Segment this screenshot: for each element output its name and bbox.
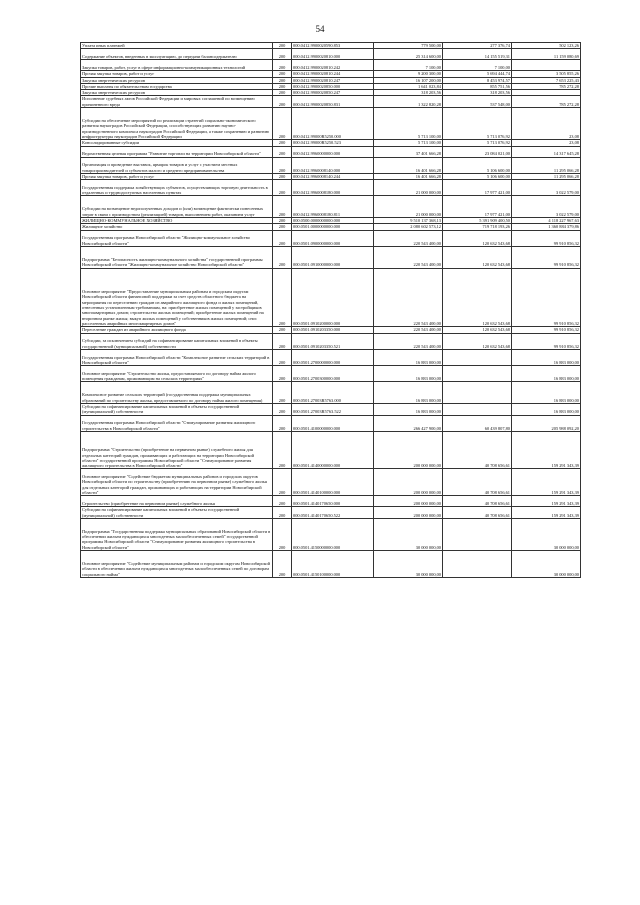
row-name-cell: Подпрограмма "Строительство (приобретение на первичном рынке) служебного жилья для отдельных категорий граждан, проживающих и работающих на территории Новосибирской области" государственной программы Новосибирской области "Стимулирование развития жилищного строительства в Новосибирской области": [81, 431, 273, 469]
row-executed-cell: 23 084 021,00: [443, 146, 512, 157]
row-org-cell: 200: [273, 157, 292, 173]
row-executed-cell: 120 632 543,68: [443, 268, 512, 327]
row-remaining-cell: 4 118 227 967,63: [512, 218, 581, 224]
row-remaining-cell: 11 159 080,69: [512, 49, 581, 60]
row-executed-cell: 318 203,56: [443, 90, 512, 96]
row-executed-cell: 120 632 543,68: [443, 327, 512, 333]
row-code-cell: 000.0412.9900020850.831: [292, 96, 374, 108]
row-executed-cell: 537 548,00: [443, 96, 512, 108]
row-name-cell: Основное мероприятие "Строительство жилья, предоставляемого по договору найма жилого помещения гражданам, проживающим на сельских территориях": [81, 366, 273, 382]
table-body: [81, 43, 581, 578]
row-name-cell: Уплата иных платежей: [81, 43, 273, 49]
row-planned-cell: 5 713 100,00: [374, 140, 443, 146]
row-remaining-cell: 159 291 343,39: [512, 469, 581, 496]
table-row: [81, 496, 581, 507]
table-row: [81, 146, 581, 157]
row-code-cell: 000.0412.9900020850.247: [292, 90, 374, 96]
row-name-cell: Государственная программа Новосибирской области "Жилищно-коммунальное хозяйство Новосибирской области": [81, 230, 273, 246]
row-code-cell: 000.0501.4140100000.000: [292, 469, 374, 496]
row-executed-cell: [443, 382, 512, 404]
row-remaining-cell: 3 505 855,26: [512, 71, 581, 77]
row-executed-cell: 277 376,74: [443, 43, 512, 49]
row-planned-cell: 16 107 200,00: [374, 77, 443, 83]
row-planned-cell: 16 883 000,00: [374, 366, 443, 382]
page-number: 54: [315, 24, 325, 34]
row-name-cell: Консолидированные субсидии: [81, 140, 273, 146]
row-code-cell: 000.0501.27003R5763.522: [292, 404, 374, 416]
row-org-cell: 200: [273, 404, 292, 416]
row-org-cell: 200: [273, 431, 292, 469]
row-executed-cell: 855 751,56: [443, 83, 512, 89]
row-planned-cell: 25 314 600,00: [374, 49, 443, 60]
row-code-cell: 000.0501.0910200000.000: [292, 268, 374, 327]
row-name-cell: Закупка энергетических ресурсов: [81, 90, 273, 96]
row-code-cell: 000.0412.9900020810.000: [292, 49, 374, 60]
row-org-cell: 200: [273, 518, 292, 550]
table-row: [81, 404, 581, 416]
row-name-cell: Подпрограмма "Безопасность жилищно-коммунального хозяйства" государственной программы Новосибирской области "Жилищно-коммунальное хозяйство Новосибирской области": [81, 246, 273, 268]
row-code-cell: 000.0501.2700300000.000: [292, 366, 374, 382]
table-row: [81, 180, 581, 196]
row-remaining-cell: 205 988 092,20: [512, 415, 581, 431]
row-code-cell: 000.0412.9900020810.242: [292, 60, 374, 71]
row-code-cell: 000.0501.4150100000.000: [292, 551, 374, 578]
row-remaining-cell: 16 883 000,00: [512, 349, 581, 365]
row-org-cell: 200: [273, 173, 292, 179]
row-remaining-cell: 23,08: [512, 108, 581, 140]
row-planned-cell: 16 883 000,00: [374, 382, 443, 404]
row-code-cell: 000.0412.9960008180.000: [292, 180, 374, 196]
row-remaining-cell: 3 022 579,00: [512, 196, 581, 218]
row-org-cell: 200: [273, 146, 292, 157]
row-name-cell: Закупка энергетических ресурсов: [81, 77, 273, 83]
row-org-cell: 200: [273, 230, 292, 246]
row-org-cell: 200: [273, 415, 292, 431]
row-org-cell: 200: [273, 83, 292, 89]
row-planned-cell: 220 543 400,00: [374, 327, 443, 333]
row-name-cell: Исполнение судебных актов Российской Федерации и мировых соглашений по возмещению причиненного вреда: [81, 96, 273, 108]
row-executed-cell: 40 708 656,61: [443, 469, 512, 496]
row-executed-cell: [443, 404, 512, 416]
row-org-cell: 200: [273, 96, 292, 108]
row-name-cell: Переселение граждан из аварийного жилищного фонда: [81, 327, 273, 333]
table-row: [81, 382, 581, 404]
row-planned-cell: 200 000 000,00: [374, 431, 443, 469]
row-planned-cell: 16 883 000,00: [374, 404, 443, 416]
row-code-cell: 000.0412.9960008140.000: [292, 157, 374, 173]
row-code-cell: 000.0501.4150000000.000: [292, 518, 374, 550]
row-name-cell: Государственная программа Новосибирской области "Комплексное развитие сельских территорий в Новосибирской области": [81, 349, 273, 365]
row-org-cell: 200: [273, 268, 292, 327]
row-remaining-cell: 3 022 579,00: [512, 180, 581, 196]
row-code-cell: 000.0412.9900020590.853: [292, 43, 374, 49]
row-planned-cell: 30 000 000,00: [374, 518, 443, 550]
row-planned-cell: 9 510 137 368,13: [374, 218, 443, 224]
table-row: [81, 246, 581, 268]
table-row: [81, 60, 581, 71]
row-remaining-cell: [512, 60, 581, 71]
row-remaining-cell: 159 291 343,39: [512, 496, 581, 507]
budget-execution-table: [80, 42, 581, 578]
table-row: [81, 333, 581, 349]
row-name-cell: Субсидии на обеспечение мероприятий по реализации стратегий социально-экономического развития наукоградов Российской Федерации, способствующих развитию научно-производственного комплекса наукоградов Российской Федерации, а также сохранению и развитию инфраструктуры наукоградов Российской Федерации: [81, 108, 273, 140]
row-executed-cell: 719 718 193,26: [443, 224, 512, 230]
table-row: [81, 49, 581, 60]
row-org-cell: 200: [273, 333, 292, 349]
row-planned-cell: 16 883 000,00: [374, 349, 443, 365]
row-code-cell: 000.0501.4140170650.000: [292, 496, 374, 507]
row-name-cell: Государственная поддержка хозяйствующих субъектов, осуществляющих торговую деятельность в отдаленных и труднодоступных населенных пунктах: [81, 180, 273, 196]
row-planned-cell: 7 100,00: [374, 60, 443, 71]
row-executed-cell: [443, 551, 512, 578]
row-org-cell: 200: [273, 246, 292, 268]
row-name-cell: Ведомственная целевая программа "Развитие торговли на территории Новосибирской области": [81, 146, 273, 157]
row-org-cell: 200: [273, 140, 292, 146]
row-planned-cell: 21 000 000,00: [374, 180, 443, 196]
row-executed-cell: 120 632 543,68: [443, 246, 512, 268]
table-row: [81, 551, 581, 578]
row-name-cell: ЖИЛИЩНО-КОММУНАЛЬНОЕ ХОЗЯЙСТВО: [81, 218, 273, 224]
table-row: [81, 507, 581, 519]
row-remaining-cell: 16 883 000,00: [512, 382, 581, 404]
row-planned-cell: 200 000 000,00: [374, 507, 443, 519]
row-executed-cell: 14 155 519,31: [443, 49, 512, 60]
row-org-cell: 200: [273, 469, 292, 496]
row-remaining-cell: 30 000 000,00: [512, 551, 581, 578]
row-org-cell: 200: [273, 60, 292, 71]
row-code-cell: 000.0412.9900020810.247: [292, 77, 374, 83]
row-code-cell: 000.0501.4100000000.000: [292, 415, 374, 431]
row-code-cell: 000.0501.0910203350.521: [292, 333, 374, 349]
table-row: [81, 108, 581, 140]
table-row: [81, 157, 581, 173]
row-code-cell: 000.0501.4140000000.000: [292, 431, 374, 469]
row-code-cell: 000.0501.2700000000.000: [292, 349, 374, 365]
row-remaining-cell: 785 272,28: [512, 83, 581, 89]
row-code-cell: 000.0412.9900020810.244: [292, 71, 374, 77]
row-remaining-cell: 11 295 066,28: [512, 157, 581, 173]
row-name-cell: Основное мероприятие "Содействие бюджетам муниципальных районов и городских округов Новосибирской области по строительству (приобретению на первичном рынке) служебного жилья для отдельных категорий граждан, проживающих и работающих на территории Новосибирской области": [81, 469, 273, 496]
row-code-cell: 000.0501.0910000000.000: [292, 246, 374, 268]
row-planned-cell: 220 543 400,00: [374, 333, 443, 349]
row-planned-cell: 2 080 602 573,12: [374, 224, 443, 230]
row-remaining-cell: 502 123,26: [512, 43, 581, 49]
row-name-cell: Основное мероприятие "Содействие муниципальным районам и городским округам Новосибирской области в обеспечении жильем нуждающихся многодетных малообеспеченных семей по договорам социального найма": [81, 551, 273, 578]
row-org-cell: 200: [273, 382, 292, 404]
row-name-cell: Комплексное развитие сельских территорий (государственная поддержка муниципальных образований по строительству жилья, предоставляемого по договору найма жилого помещения): [81, 382, 273, 404]
table-row: [81, 96, 581, 108]
row-remaining-cell: 99 910 856,32: [512, 246, 581, 268]
row-remaining-cell: 7 653 225,43: [512, 77, 581, 83]
row-executed-cell: 17 977 421,00: [443, 196, 512, 218]
row-org-cell: 200: [273, 327, 292, 333]
row-planned-cell: 220 543 400,00: [374, 230, 443, 246]
row-name-cell: Субсидии, за исключением субсидий на софинансирование капитальных вложений в объекты государственной (муниципальной) собственности: [81, 333, 273, 349]
row-remaining-cell: 16 883 000,00: [512, 404, 581, 416]
row-name-cell: Строительство (приобретение на первичном рынке) служебного жилья: [81, 496, 273, 507]
row-planned-cell: 779 500,00: [374, 43, 443, 49]
row-planned-cell: 30 000 000,00: [374, 551, 443, 578]
row-executed-cell: 17 977 421,00: [443, 180, 512, 196]
table-row: [81, 366, 581, 382]
row-code-cell: 000.0501.0000000000.000: [292, 224, 374, 230]
row-name-cell: Субсидии на софинансирование капитальных вложений в объекты государственной (муниципальной) собственности: [81, 507, 273, 519]
table-row: [81, 268, 581, 327]
row-org-cell: 200: [273, 180, 292, 196]
row-org-cell: 200: [273, 77, 292, 83]
row-code-cell: 000.0412.9960008140.244: [292, 173, 374, 179]
row-org-cell: 200: [273, 218, 292, 224]
table-row: [81, 518, 581, 550]
table-row: [81, 431, 581, 469]
row-planned-cell: 266 427 900,00: [374, 415, 443, 431]
row-executed-cell: [443, 349, 512, 365]
row-planned-cell: 1 322 820,28: [374, 96, 443, 108]
row-executed-cell: 40 708 656,61: [443, 507, 512, 519]
row-code-cell: 000.0412.9960000000.000: [292, 146, 374, 157]
row-org-cell: 200: [273, 90, 292, 96]
row-remaining-cell: 23,08: [512, 140, 581, 146]
table-row: [81, 196, 581, 218]
row-planned-cell: 21 000 000,00: [374, 196, 443, 218]
row-name-cell: Подпрограмма "Государственная поддержка муниципальных образований Новосибирской области в обеспечении жильем нуждающихся многодетных малообеспеченных семей" государственной программы Новосибирской области "Стимулирование развития жилищного строительства в Новосибирской области": [81, 518, 273, 550]
table-row: [81, 469, 581, 496]
row-name-cell: Закупка товаров, работ, услуг в сфере информационно-коммуникационных технологий: [81, 60, 273, 71]
table-row: [81, 327, 581, 333]
row-code-cell: 000.0412.9960008180.811: [292, 196, 374, 218]
table-row: [81, 230, 581, 246]
row-executed-cell: 60 439 807,80: [443, 415, 512, 431]
row-executed-cell: 120 632 543,68: [443, 333, 512, 349]
row-name-cell: Содержание объектов, введенных в эксплуатацию, до передачи балансодержателю: [81, 49, 273, 60]
row-remaining-cell: 16 883 000,00: [512, 366, 581, 382]
table-row: [81, 415, 581, 431]
row-code-cell: 000.0412.99000R5250.000: [292, 108, 374, 140]
row-executed-cell: 5 106 600,00: [443, 173, 512, 179]
row-executed-cell: 5 106 600,00: [443, 157, 512, 173]
row-name-cell: Субсидии на софинансирование капитальных вложений в объекты государственной (муниципальной) собственности: [81, 404, 273, 416]
row-remaining-cell: 99 910 856,32: [512, 230, 581, 246]
row-planned-cell: 37 401 666,28: [374, 146, 443, 157]
row-planned-cell: 5 713 100,00: [374, 108, 443, 140]
row-org-cell: 200: [273, 43, 292, 49]
row-executed-cell: 5 694 444,74: [443, 71, 512, 77]
row-planned-cell: 220 543 400,00: [374, 246, 443, 268]
row-executed-cell: 5 713 076,92: [443, 140, 512, 146]
row-code-cell: 000.0501.0910203350.000: [292, 327, 374, 333]
table-row: [81, 218, 581, 224]
row-remaining-cell: 99 910 856,32: [512, 268, 581, 327]
row-org-cell: 200: [273, 349, 292, 365]
row-remaining-cell: 1 360 884 379,86: [512, 224, 581, 230]
row-executed-cell: 40 708 656,61: [443, 496, 512, 507]
row-name-cell: Прочая закупка товаров, работ и услуг: [81, 173, 273, 179]
row-org-cell: 200: [273, 196, 292, 218]
row-planned-cell: 16 401 666,28: [374, 173, 443, 179]
row-executed-cell: 5 713 076,92: [443, 108, 512, 140]
row-executed-cell: [443, 366, 512, 382]
row-remaining-cell: 11 295 066,28: [512, 173, 581, 179]
row-org-cell: 200: [273, 108, 292, 140]
row-org-cell: 200: [273, 507, 292, 519]
row-executed-cell: 120 632 543,68: [443, 230, 512, 246]
row-name-cell: Организация и проведение выставок, ярмарок товаров и услуг с участием местных товаропроизводителей и субъектов малого и среднего предпринимательства: [81, 157, 273, 173]
row-planned-cell: 200 000 000,00: [374, 469, 443, 496]
row-name-cell: Прочие выплаты по обязательствам государства: [81, 83, 273, 89]
row-executed-cell: 40 708 656,61: [443, 431, 512, 469]
row-org-cell: 200: [273, 496, 292, 507]
row-org-cell: 200: [273, 224, 292, 230]
row-planned-cell: 16 401 666,28: [374, 157, 443, 173]
row-planned-cell: 220 543 400,00: [374, 268, 443, 327]
row-remaining-cell: 159 291 343,39: [512, 431, 581, 469]
row-executed-cell: 8 453 974,57: [443, 77, 512, 83]
row-name-cell: Жилищное хозяйство: [81, 224, 273, 230]
row-org-cell: 200: [273, 366, 292, 382]
row-name-cell: Субсидии на возмещение недополученных доходов и (или) возмещение фактически понесенных затрат в связи с производством (реализацией) товаров, выполнением работ, оказанием услуг: [81, 196, 273, 218]
row-executed-cell: [443, 518, 512, 550]
row-code-cell: 000.0501.27003R5763.000: [292, 382, 374, 404]
row-remaining-cell: 785 272,28: [512, 96, 581, 108]
row-remaining-cell: 14 317 645,28: [512, 146, 581, 157]
row-code-cell: 000.0501.4140170650.522: [292, 507, 374, 519]
row-executed-cell: 7 100,00: [443, 60, 512, 71]
table-row: [81, 349, 581, 365]
row-remaining-cell: 30 000 000,00: [512, 518, 581, 550]
row-remaining-cell: 99 910 856,32: [512, 333, 581, 349]
row-code-cell: 000.0500.0000000000.000: [292, 218, 374, 224]
row-remaining-cell: 99 910 856,32: [512, 327, 581, 333]
row-org-cell: 200: [273, 49, 292, 60]
row-executed-cell: 5 391 909 400,50: [443, 218, 512, 224]
row-org-cell: 200: [273, 71, 292, 77]
row-code-cell: 000.0412.99000R5250.523: [292, 140, 374, 146]
row-planned-cell: 9 200 300,00: [374, 71, 443, 77]
row-code-cell: 000.0412.9900020850.000: [292, 83, 374, 89]
row-name-cell: Основное мероприятие "Предоставление муниципальным районам и городским округам Новосибирской области финансовой поддержки за счет средств областного бюджета на мероприятия по переселению граждан из аварийного жилищного фонда и жилых помещений, отнесенных установленным требованиям, на: приобретение жилых помещений у застройщиков многоквартирных домов; строительство жилых помещений; приобретение жилых помещений на вторичном рынке жилья; выкуп жилых помещений у собственников жилых помещений; снос расселенных аварийных многоквартирных домов": [81, 268, 273, 327]
row-name-cell: Государственная программа Новосибирской области "Стимулирование развития жилищного строительства в Новосибирской области": [81, 415, 273, 431]
table-row: [81, 83, 581, 89]
row-planned-cell: 200 000 000,00: [374, 496, 443, 507]
row-planned-cell: 1 641 023,84: [374, 83, 443, 89]
row-code-cell: 000.0501.0900000000.000: [292, 230, 374, 246]
row-remaining-cell: 159 291 343,39: [512, 507, 581, 519]
row-org-cell: 200: [273, 551, 292, 578]
row-planned-cell: 318 203,56: [374, 90, 443, 96]
row-name-cell: Прочая закупка товаров, работ и услуг: [81, 71, 273, 77]
